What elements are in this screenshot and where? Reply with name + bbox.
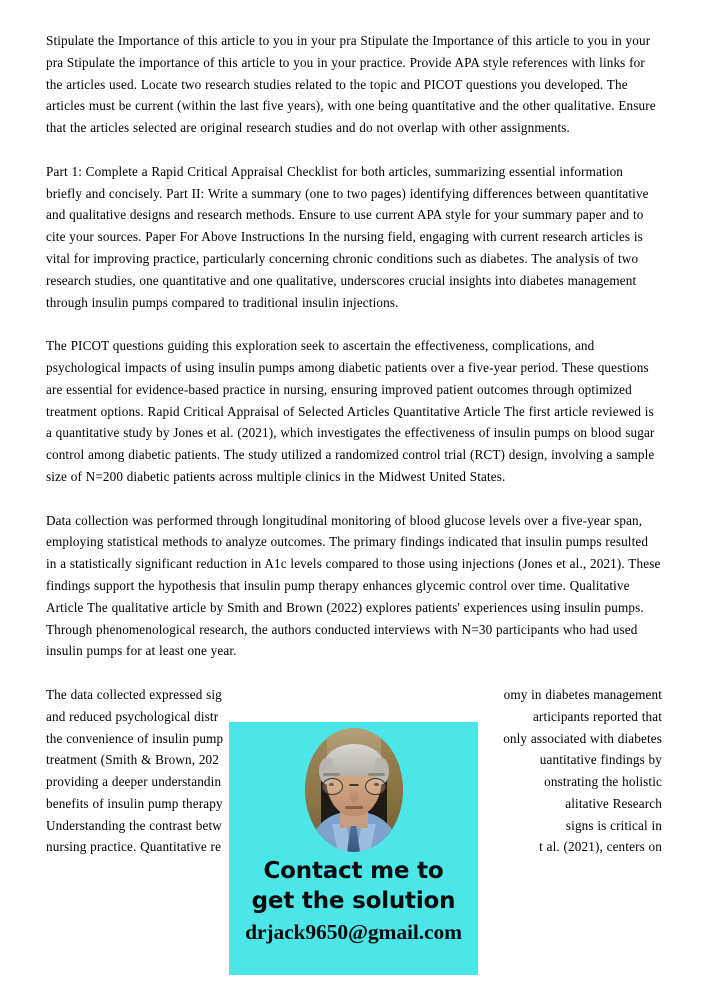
document-paragraph: Data collection was performed through longitudinal monitoring of blood glucose levels over a five-year span, employing statistical methods to analyze outcomes. The primary findings indicated that insulin pumps resulted in a statistically significant reduction in A1c levels compared to those using injections (Jones et al., 2021). These findings support the hypothesis that insulin pump therapy enhances glycemic control over time. Qualitative Article The qualitative article by Smith and Brown (2022) explores patients' experiences using insulin pumps. Through phenomenological research, the authors conducted interviews with N=30 participants who had used insulin pumps for at least one year. [46,512,661,659]
promo-headline-line2: get the solution [251,888,456,914]
obscured-line-left: The data collected expressed sig [46,686,222,702]
portrait-eyebrow-left [323,773,340,776]
glasses-lens-left [322,778,343,795]
obscured-line-left: Understanding the contrast betw [46,817,222,833]
portrait-nose [349,788,358,802]
obscured-line-right: uantitative findings by [539,752,662,768]
document-paragraph: Part 1: Complete a Rapid Critical Appraisal Checklist for both articles, summarizing essential information briefly and concisely. Part II: Write a summary (one to two pages) identifying differences between quantitative and qualitative designs and research methods. Ensure to use current APA style for your summary paper and to cite your sources. Paper For Above Instructions In the nursing field, engaging with current research articles is vital for improving practice, particularly concerning chronic conditions such as diabetes. The analysis of two research studies, one quantitative and one qualitative, underscores crucial insights into diabetes management through insulin pumps compared to traditional insulin injections. [46,163,649,310]
document-paragraph: Stipulate the Importance of this article to you in your pra Stipulate the Importance of this article to you in your pra Stipulate the importance of this article to you in your practice. Provide APA style references with links for the articles used. Locate two research studies related to the topic and PICOT questions you developed. The articles must be current (within the last five years), with one being quantitative and the other qualitative. Ensure that the articles selected are original research studies and do not overlap with other assignments. [46,33,656,136]
obscured-line-right: t al. (2021), centers on [539,839,662,855]
promo-headline-line1: Contact me to [263,858,444,884]
obscured-line-left: the convenience of insulin pump [46,730,224,746]
obscured-line-right: omy in diabetes management [503,686,662,702]
obscured-line-left: treatment (Smith & Brown, 202 [46,752,220,768]
document-paragraph: The PICOT questions guiding this exploration seek to ascertain the effectiveness, complications, and psychological impacts of using insulin pumps among diabetic patients over a five-year period. These questions are essential for evidence-based practice in nursing, ensuring improved patient outcomes through optimized treatment options. Rapid Critical Appraisal of Selected Articles Quantitative Article The first article reviewed is a quantitative study by Jones et al. (2021), which investigates the effectiveness of insulin pumps on blood sugar control among diabetic patients. The study utilized a randomized control trial (RCT) design, involving a sample size of N=200 diabetic patients across multiple clinics in the Midwest United States. [46,338,655,484]
obscured-line-left: and reduced psychological distr [46,708,219,724]
obscured-line-right: articipants reported that [532,708,662,724]
obscured-line-right: onstrating the holistic [544,774,662,790]
portrait-eyebrow-right [368,773,385,776]
portrait-mouth [345,806,363,809]
promo-overlay-banner [229,722,478,975]
glasses-bridge [349,784,358,786]
glasses-lens-right [365,778,386,795]
portrait-photo [305,728,403,852]
obscured-line-left: benefits of insulin pump therapy [46,795,223,811]
obscured-line-right: only associated with diabetes [503,730,662,746]
obscured-line-left: providing a deeper understandin [46,774,222,790]
obscured-line-left: nursing practice. Quantitative re [46,839,222,855]
obscured-line [46,684,662,706]
obscured-line-right: alitative Research [565,795,662,811]
promo-contact-email[interactable]: drjack9650@gmail.com [245,920,462,944]
obscured-line-right: signs is critical in [565,817,662,833]
